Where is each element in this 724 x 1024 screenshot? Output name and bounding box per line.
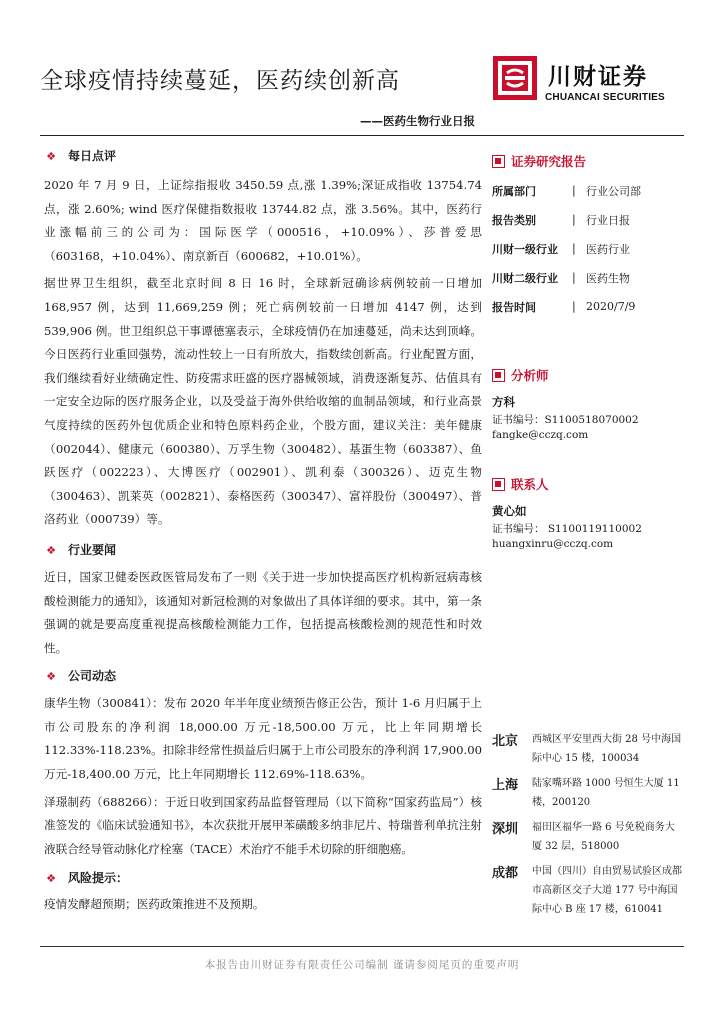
info-row: 报告时间 | 2020/7/9 [492,300,636,314]
diamond-bullet-icon: ❖ [46,670,56,684]
address-row: 成都 中国（四川）自由贸易试验区成都市高新区交子大道 177 号中海国际中心 B 座 17 楼，610041 [492,866,682,915]
analyst-heading: 分析师 [511,368,549,383]
address-row: 北京 西城区平安里西大街 28 号中海国际中心 15 楼，100034 [492,734,682,764]
red-square-icon [492,478,505,491]
section-risk [44,867,482,917]
report-info-heading: 证券研究报告 [511,154,587,169]
main-content [44,146,482,917]
address-row: 上海 陆家嘴环路 1000 号恒生大厦 11 楼，200120 [492,778,680,808]
contact-heading: 联系人 [511,477,549,492]
logo-english-name: CHUANCAI SECURITIES [545,92,665,103]
red-square-icon [492,155,505,168]
header-divider [40,135,684,136]
company-logo-icon [492,55,538,101]
info-row: 川财二级行业 | 医药生物 [492,271,630,285]
paragraph: 2020 年 7 月 9 日，上证综指报收 3450.59 点,涨 1.39%;深证成指收 13754.74 点，涨 2.60%; wind 医疗保健指数报收 13744.82 点，涨 3.56%。其中，医药行业涨幅前三的公司为：国际医学（000516，+10.09%）、莎普爱思（603168，+10.04%）、南京新百（600682，+10.01%）。 [44,178,482,263]
diamond-bullet-icon: ❖ [46,544,56,558]
analyst-panel [492,366,692,441]
section-heading: 公司动态 [68,669,117,684]
footer-disclaimer: 本报告由川财证券有限责任公司编制 谨请参阅尾页的重要声明 [204,959,520,971]
paragraph: 据世界卫生组织，截至北京时间 8 日 16 时，全球新冠确诊病例较前一日增加 168,957 例，达到 11,669,259 例；死亡病例较前一日增加 4147 例，达到 539,906 例。世卫组织总干事谭德塞表示，全球疫情仍在加速蔓延，尚未达到顶峰。今日医药行业重回强势，流动性较上一日有所放大，指数续创新高。行业配置方面，我们继续看好业绩确定性、防疫需求旺盛的医疗器械领域，消费逐渐复苏、估值具有一定安全边际的医疗服务企业，以及受益于海外供给收缩的血制品领域，和行业高景气度持续的医药外包优质企业和特色原料药企业，个股方面，建议关注：美年健康（002044）、健康元（600380）、万孚生物（300482）、基蛋生物（603387）、鱼跃医疗（002223）、大博医疗（002901）、凯利泰（300326）、迈克生物（300463）、凯莱英（002821）、泰格医药（300347）、富祥股份（300497）、普洛药业（000739）等。 [44,276,482,527]
section-heading: 每日点评 [68,149,117,164]
office-addresses [492,730,692,925]
report-title: 全球疫情持续蔓延，医药续创新高 [40,68,400,94]
info-row: 所属部门 | 行业公司部 [492,184,641,198]
analyst-email[interactable]: fangke@cczq.com [492,429,589,441]
section-daily-review [44,146,482,532]
report-info-panel [492,152,692,321]
contact-panel [492,475,692,550]
paragraph: 疫情发酵超预期；医药政策推进不及预期。 [44,897,265,912]
paragraph: 泽璟制药（688266）：于近日收到国家药品监督管理局（以下简称“国家药监局”）核准签发的《临床试验通知书》，本次获批开展甲苯磺酸多纳非尼片、特瑞普利单抗注射液联合经导管动脉化疗栓塞（TACE）术治疗不能手术切除的肝细胞癌。 [44,794,482,856]
red-square-icon [492,369,505,382]
paragraph: 近日，国家卫健委医政医管局发布了一则《关于进一步加快提高医疗机构新冠病毒核酸检测能力的通知》，该通知对新冠检测的对象做出了具体详细的要求。其中，第一条强调的就是要高度重视提高核酸检测能力工作，包括提高核酸检测的规范性和时效性。 [44,569,482,655]
diamond-bullet-icon: ❖ [46,150,56,164]
section-industry-news [44,540,482,660]
report-subtitle: ——医药生物行业日报 [360,114,475,128]
section-company-news [44,666,482,861]
diamond-bullet-icon: ❖ [46,871,56,885]
info-row: 报告类别 | 行业日报 [492,213,630,227]
analyst-cert: 证书编号：S1100518070002 [492,414,639,426]
logo-chinese-name: 川财证券 [548,64,648,90]
contact-name: 黄心如 [492,504,527,518]
footer-divider [40,946,684,947]
contact-cert: 证书编号： S1100119110002 [492,523,642,535]
info-row: 川财一级行业 | 医药行业 [492,242,630,256]
contact-email[interactable]: huangxinru@cczq.com [492,538,614,550]
paragraph: 康华生物（300841）：发布 2020 年半年度业绩预告修正公告，预计 1-6 月归属于上市公司股东的净利润 18,000.00 万元-18,500.00 万元，比上年同期增长 112.33%-118.23%。扣除非经常性损益后归属于上市公司股东的净利润 17,900.00 万元-18,400.00 万元，比上年同期增长 112.69%-118.63%。 [44,696,482,782]
section-heading: 风险提示： [68,870,129,885]
section-heading: 行业要闻 [68,543,117,558]
address-row: 深圳 福田区福华一路 6 号免税商务大厦 32 层，518000 [492,822,675,852]
analyst-name: 方科 [492,395,515,409]
